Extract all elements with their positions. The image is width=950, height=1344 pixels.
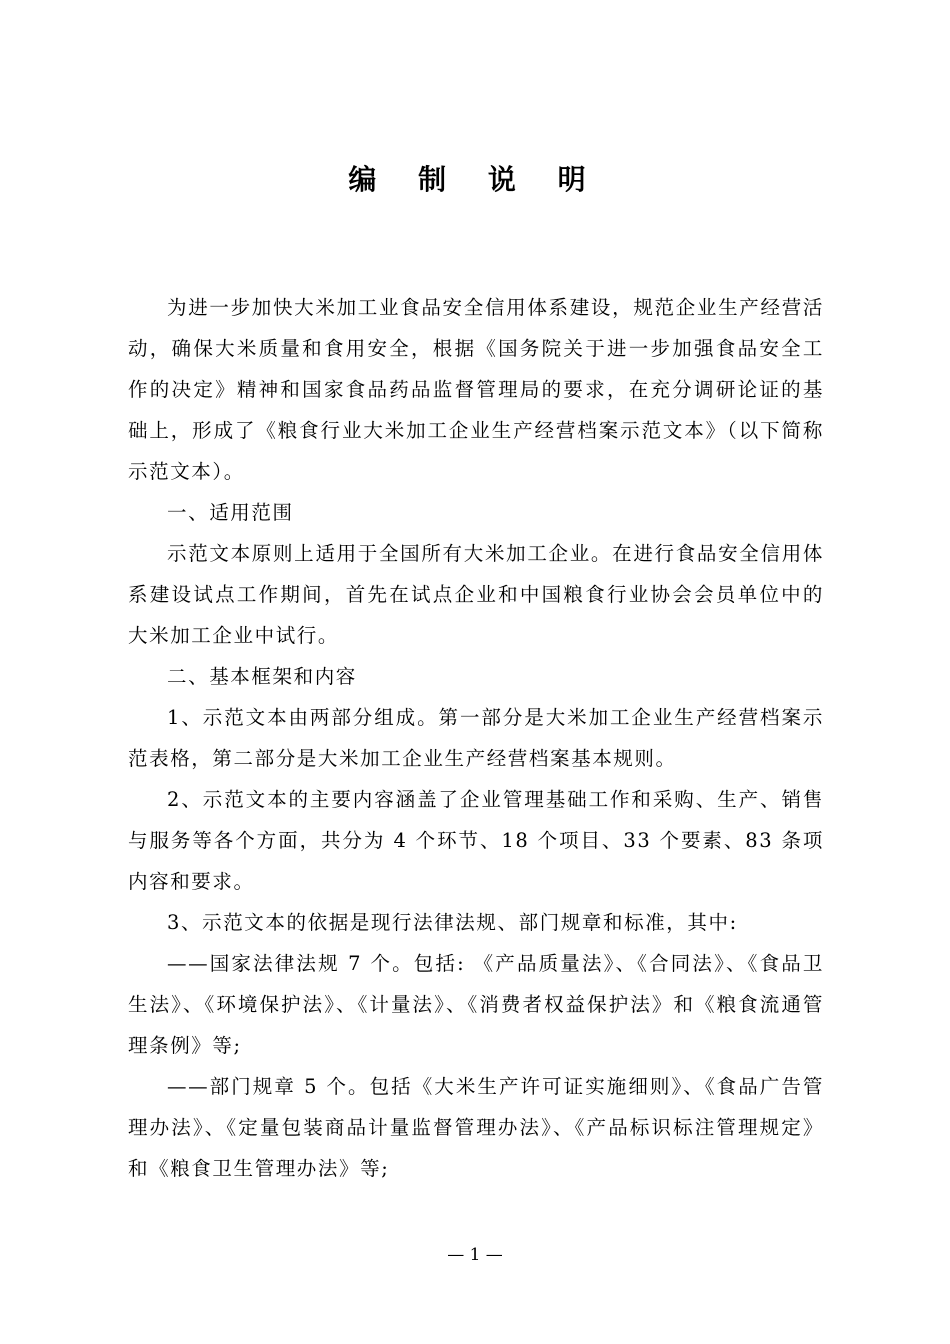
framework-item-2: 2、示范文本的主要内容涵盖了企业管理基础工作和采购、生产、销售与服务等各个方面，共分为 4 个环节、18 个项目、33 个要素、83 条项内容和要求。 xyxy=(128,788,824,893)
page-number: — 1 — xyxy=(447,1245,503,1265)
framework-item-1: 1、示范文本由两部分组成。第一部分是大米加工企业生产经营档案示范表格，第二部分是大米加工企业生产经营档案基本规则。 xyxy=(128,706,824,770)
intro-paragraph: 为进一步加快大米加工业食品安全信用体系建设，规范企业生产经营活动，确保大米质量和食用安全，根据《国务院关于进一步加强食品安全工作的决定》精神和国家食品药品监督管理局的要求，在充分调研论证的基础上，形成了《粮食行业大米加工企业生产经营档案示范文本》（以下简称示范文本）。 xyxy=(128,296,824,483)
section-heading-framework: 二、基本框架和内容 xyxy=(167,665,357,688)
regulations-list-item: ——部门规章 5 个。包括《大米生产许可证实施细则》、《食品广告管理办法》、《定量包装商品计量监督管理办法》、《产品标识标注管理规定》和《粮食卫生管理办法》等; xyxy=(128,1075,824,1180)
section-heading-scope: 一、适用范围 xyxy=(167,501,294,524)
document-title: 编 制 说 明 xyxy=(348,163,602,196)
scope-paragraph: 示范文本原则上适用于全国所有大米加工企业。在进行食品安全信用体系建设试点工作期间，首先在试点企业和中国粮食行业协会会员单位中的大米加工企业中试行。 xyxy=(128,542,824,647)
laws-list-item: ——国家法律法规 7 个。包括: 《产品质量法》、《合同法》、《食品卫生法》、《环境保护法》、《计量法》、《消费者权益保护法》和《粮食流通管理条例》等; xyxy=(128,952,824,1057)
framework-item-3: 3、示范文本的依据是现行法律法规、部门规章和标准，其中: xyxy=(167,911,738,934)
document-body xyxy=(128,287,824,1189)
